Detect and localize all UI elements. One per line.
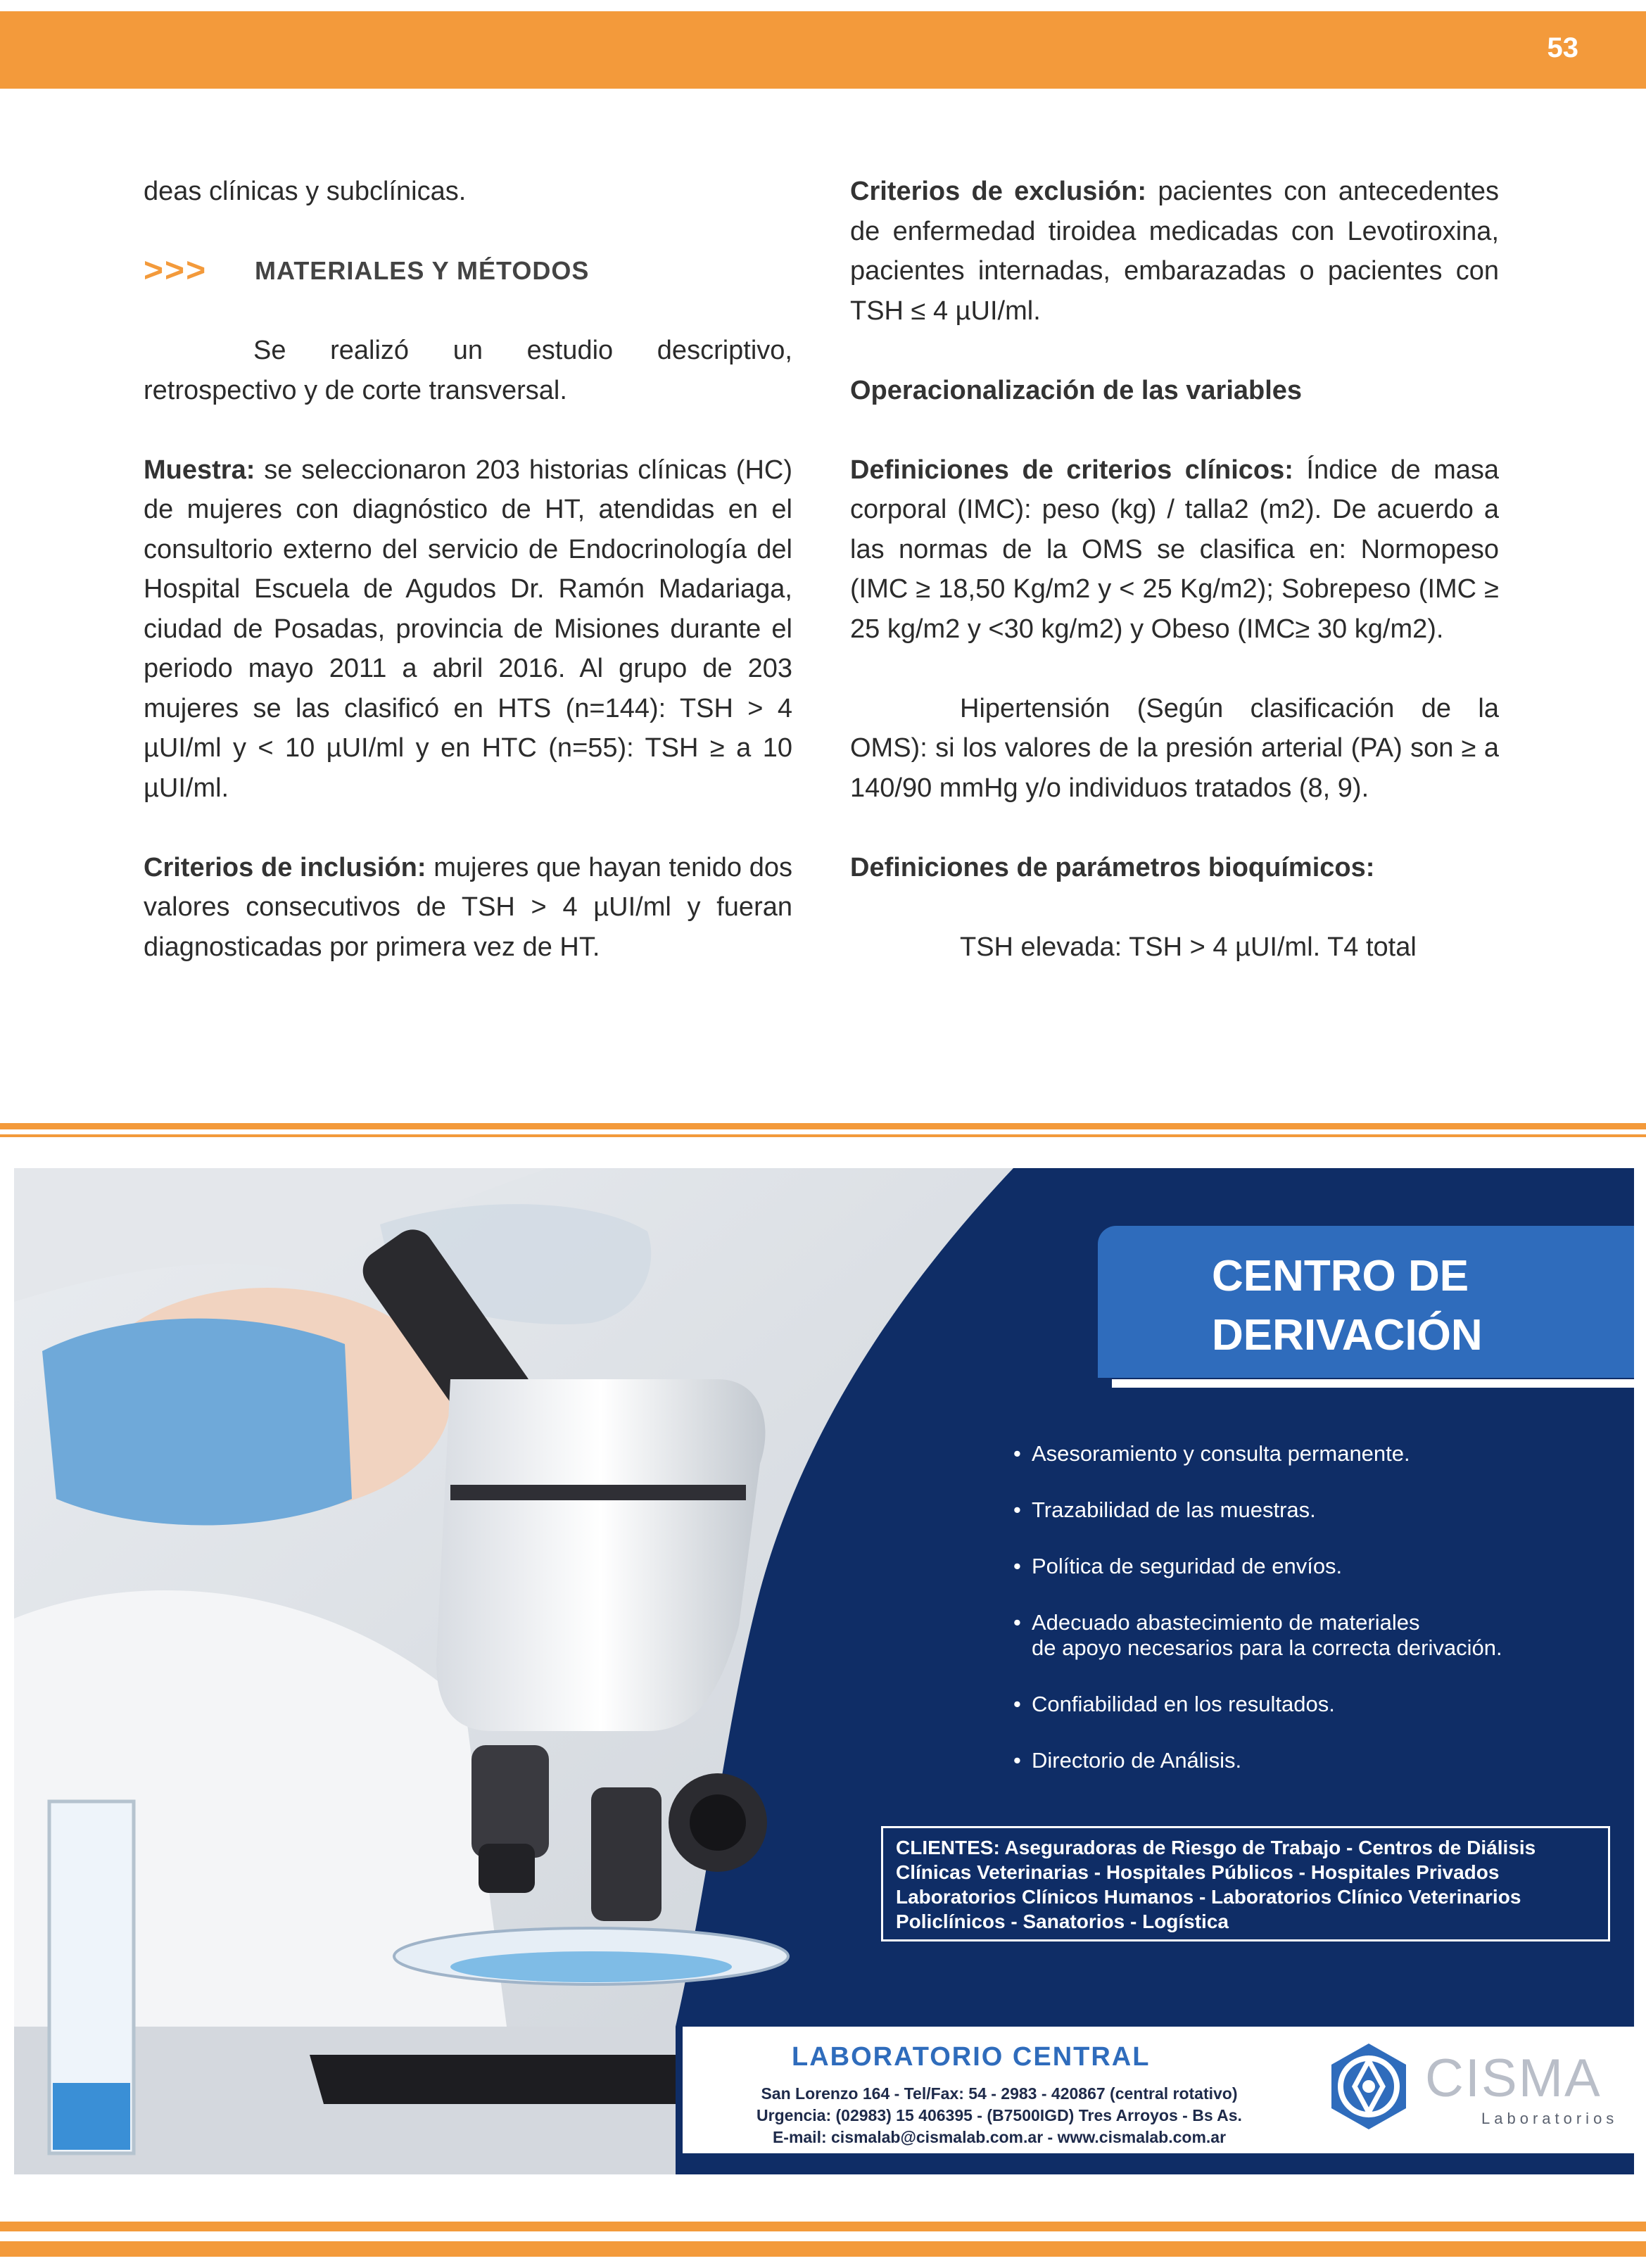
biochem-heading: Definiciones de parámetros bioquímicos: <box>850 852 1375 882</box>
ad-title <box>1212 1247 1483 1365</box>
clients-line: Policlínicos - Sanatorios - Logística <box>896 1911 1229 1932</box>
services-list <box>1013 1441 1633 1804</box>
study-design-paragraph: Se realizó un estudio descriptivo, retrospectivo y de corte transversal. <box>144 336 792 405</box>
footer-rule <box>0 2222 1646 2231</box>
cisma-logo-icon <box>1323 2041 1414 2132</box>
lab-contact: E-mail: cismalab@cismalab.com.ar - www.cismalab.com.ar <box>772 2128 1227 2146</box>
chevron-marker-icon: >>> <box>144 252 208 289</box>
lab-urgency: Urgencia: (02983) 15 406395 - (B7500IGD) Tres Arroyos - Bs As. <box>756 2106 1242 2124</box>
section-title: MATERIALES Y MÉTODOS <box>255 256 590 285</box>
section-heading <box>144 251 792 291</box>
clients-box <box>881 1826 1610 1941</box>
page-number: 53 <box>1547 32 1578 63</box>
header-bar <box>0 11 1646 89</box>
lab-name: LABORATORIO CENTRAL <box>792 2042 1151 2072</box>
service-item: • Trazabilidad de las muestras. <box>1013 1497 1633 1523</box>
clinical-label: Definiciones de criterios clínicos: <box>850 455 1293 485</box>
clients-line: Laboratorios Clínicos Humanos - Laboratorios Clínico Veterinarios <box>896 1886 1521 1908</box>
service-item: • Asesoramiento y consulta permanente. <box>1013 1441 1633 1466</box>
sample-text: se seleccionaron 203 historias clínicas (HC) de mujeres con diagnóstico de HT, atendidas en el consultorio externo del servicio de Endocrinología del Hospital Escuela de Agudos Dr. Ramón Madariaga, ciudad de Posadas, provincia de Misiones durante el periodo mayo 2011 a abril 2016. Al grupo de 203 mujeres se las clasificó en HTS (n=144): TSH > 4 µUI/ml y < 10 µUI/ml y en HTC (n=55): TSH ≥ a 10 µUI/ml. <box>144 455 792 803</box>
clients-line: CLIENTES: Aseguradoras de Riesgo de Trabajo - Centros de Diálisis <box>896 1837 1536 1858</box>
clients-line: Clínicas Veterinarias - Hospitales Públicos - Hospitales Privados <box>896 1861 1500 1883</box>
cisma-logo-text: CISMA <box>1425 2048 1602 2108</box>
clinical-criteria-paragraph <box>850 450 1499 650</box>
operational-heading: Operacionalización de las variables <box>850 375 1303 405</box>
intro-tail: deas clínicas y subclínicas. <box>144 177 467 206</box>
lab-address: San Lorenzo 164 - Tel/Fax: 54 - 2983 - 420867 (central rotativo) <box>761 2084 1238 2103</box>
cisma-logo-subtext: Laboratorios <box>1481 2110 1619 2127</box>
ad-title-line-1: CENTRO DE <box>1212 1252 1469 1300</box>
service-item: • Adecuado abastecimiento de materiales de apoyo necesarios para la correcta derivación. <box>1013 1610 1633 1661</box>
clinical-text: Índice de masa corporal (IMC): peso (kg) / talla2 (m2). De acuerdo a las normas de la OMS se clasifica en: Normopeso (IMC ≥ 18,50 Kg/m2 y < 25 Kg/m2); Sobrepeso (IMC ≥ 25 kg/m2 y <30 kg/m2) y Obeso (IMC≥ 30 kg/m2). <box>850 455 1499 644</box>
service-item: • Política de seguridad de envíos. <box>1013 1554 1633 1579</box>
inclusion-text: mujeres que hayan tenido dos valores consecutivos de TSH > 4 µUI/ml y fueran diagnosticadas por primera vez de HT. <box>144 852 792 962</box>
ad-title-underline <box>1112 1379 1634 1388</box>
hypertension-paragraph: Hipertensión (Según clasificación de la OMS): si los valores de la presión arterial (PA) son ≥ a 140/90 mmHg y/o individuos tratados (8, 9). <box>850 693 1499 803</box>
divider-rule <box>0 1123 1646 1129</box>
footer-rule <box>0 2241 1646 2257</box>
tsh-paragraph: TSH elevada: TSH > 4 µUI/ml. T4 total <box>960 932 1417 962</box>
right-column <box>850 172 1499 967</box>
left-column <box>144 172 792 967</box>
lab-contact-info <box>711 2083 1288 2148</box>
sample-paragraph <box>144 450 792 809</box>
laboratory-advertisement <box>14 1168 1634 2174</box>
exclusion-text: pacientes con antecedentes de enfermedad tiroidea medicadas con Levotiroxina, pacientes internadas, embarazadas o pacientes con TSH ≤ 4 µUI/ml. <box>850 177 1500 326</box>
sample-label: Muestra: <box>144 455 255 485</box>
service-item: • Directorio de Análisis. <box>1013 1748 1633 1773</box>
exclusion-label: Criterios de exclusión: <box>850 177 1147 206</box>
ad-title-line-2: DERIVACIÓN <box>1212 1311 1483 1360</box>
divider-rule <box>0 1134 1646 1137</box>
inclusion-label: Criterios de inclusión: <box>144 852 426 882</box>
service-item: • Confiabilidad en los resultados. <box>1013 1692 1633 1717</box>
inclusion-paragraph <box>144 848 792 968</box>
exclusion-paragraph <box>850 172 1499 331</box>
laboratory-contact-box <box>683 2027 1634 2153</box>
